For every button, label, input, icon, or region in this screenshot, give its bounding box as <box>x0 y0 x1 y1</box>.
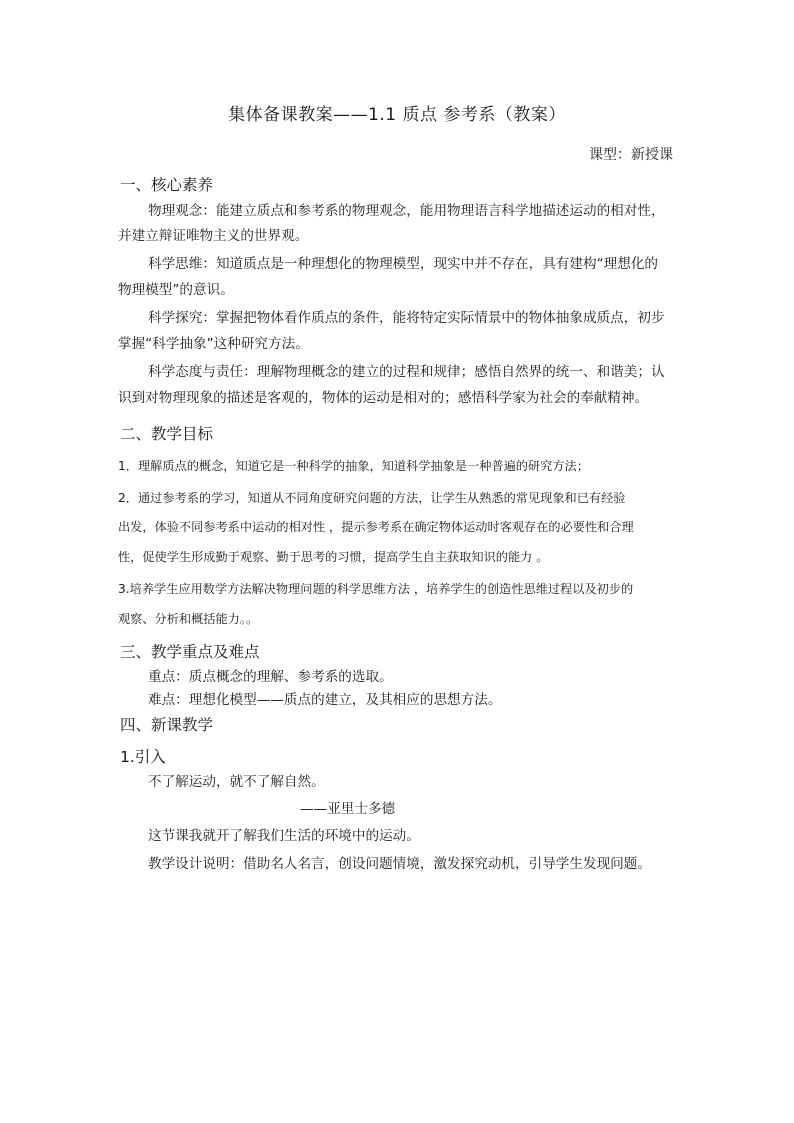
paragraph-physics-concept-cont: 并建立辩证唯物主义的世界观。 <box>118 228 309 244</box>
goal-2-cont-2: 性，促使学生形成勤于观察、勤于思考的习惯，提高学生自主获取知识的能力 。 <box>118 550 549 564</box>
goal-3: 3.培养学生应用数学方法解决物理问题的科学思维方法 ，培养学生的创造性思维过程以及初步的 <box>118 582 634 596</box>
section-heading-key-difficult: 三、教学重点及难点 <box>120 643 260 661</box>
goal-2-cont-1: 出发，体验不同参考系中运动的相对性 ，提示参考系在确定物体运动时客观存在的必要性和合理 <box>118 520 634 534</box>
paragraph-scientific-attitude-cont: 识到对物理现象的描述是客观的，物体的运动是相对的；感悟科学家为社会的奉献精神。 <box>118 390 649 406</box>
section-heading-new-lesson: 四、新课教学 <box>120 716 214 734</box>
design-note: 教学设计说明：借助名人名言，创设问题情境，激发探究动机，引导学生发现问题。 <box>148 856 651 872</box>
quote-author: ——亚里士多德 <box>300 801 396 817</box>
goal-2: 2．通过参考系的学习，知道从不同角度研究问题的方法，让学生从熟悉的常见现象和已有经验 <box>118 491 626 505</box>
paragraph-scientific-inquiry-cont: 掌握“科学抽象”这种研究方法。 <box>118 336 309 352</box>
difficult-point: 难点：理想化模型——质点的建立，及其相应的思想方法。 <box>148 692 502 708</box>
subheading-introduction: 1.引入 <box>120 748 166 766</box>
quote-text: 不了解运动，就不了解自然。 <box>148 774 325 790</box>
section-heading-core-literacy: 一、核心素养 <box>120 176 214 194</box>
key-point: 重点：质点概念的理解、参考系的选取。 <box>148 669 393 685</box>
course-type: 课型：新授课 <box>589 147 673 163</box>
goal-3-cont: 观察、分析和概括能力。。 <box>118 612 259 626</box>
paragraph-physics-concept: 物理观念：能建立质点和参考系的物理观念，能用物理语言科学地描述运动的相对性， <box>148 203 665 219</box>
intro-paragraph: 这节课我就开了解我们生活的环境中的运动。 <box>148 828 420 844</box>
section-heading-teaching-goals: 二、教学目标 <box>120 425 214 443</box>
document-title: 集体备课教案——1.1 质点 参考系（教案） <box>228 105 566 125</box>
paragraph-scientific-attitude: 科学态度与责任：理解物理概念的建立的过程和规律；感悟自然界的统一、和谐美；认 <box>148 364 665 380</box>
paragraph-scientific-thinking: 科学思维：知道质点是一种理想化的物理模型，现实中并不存在，具有建构“理想化的 <box>148 256 659 272</box>
paragraph-scientific-thinking-cont: 物理模型”的意识。 <box>118 282 234 298</box>
goal-1: 1．理解质点的概念，知道它是一种科学的抽象，知道科学抽象是一种普遍的研究方法； <box>118 459 589 473</box>
paragraph-scientific-inquiry: 科学探究：掌握把物体看作质点的条件，能将特定实际情景中的物体抽象成质点，初步 <box>148 310 665 326</box>
